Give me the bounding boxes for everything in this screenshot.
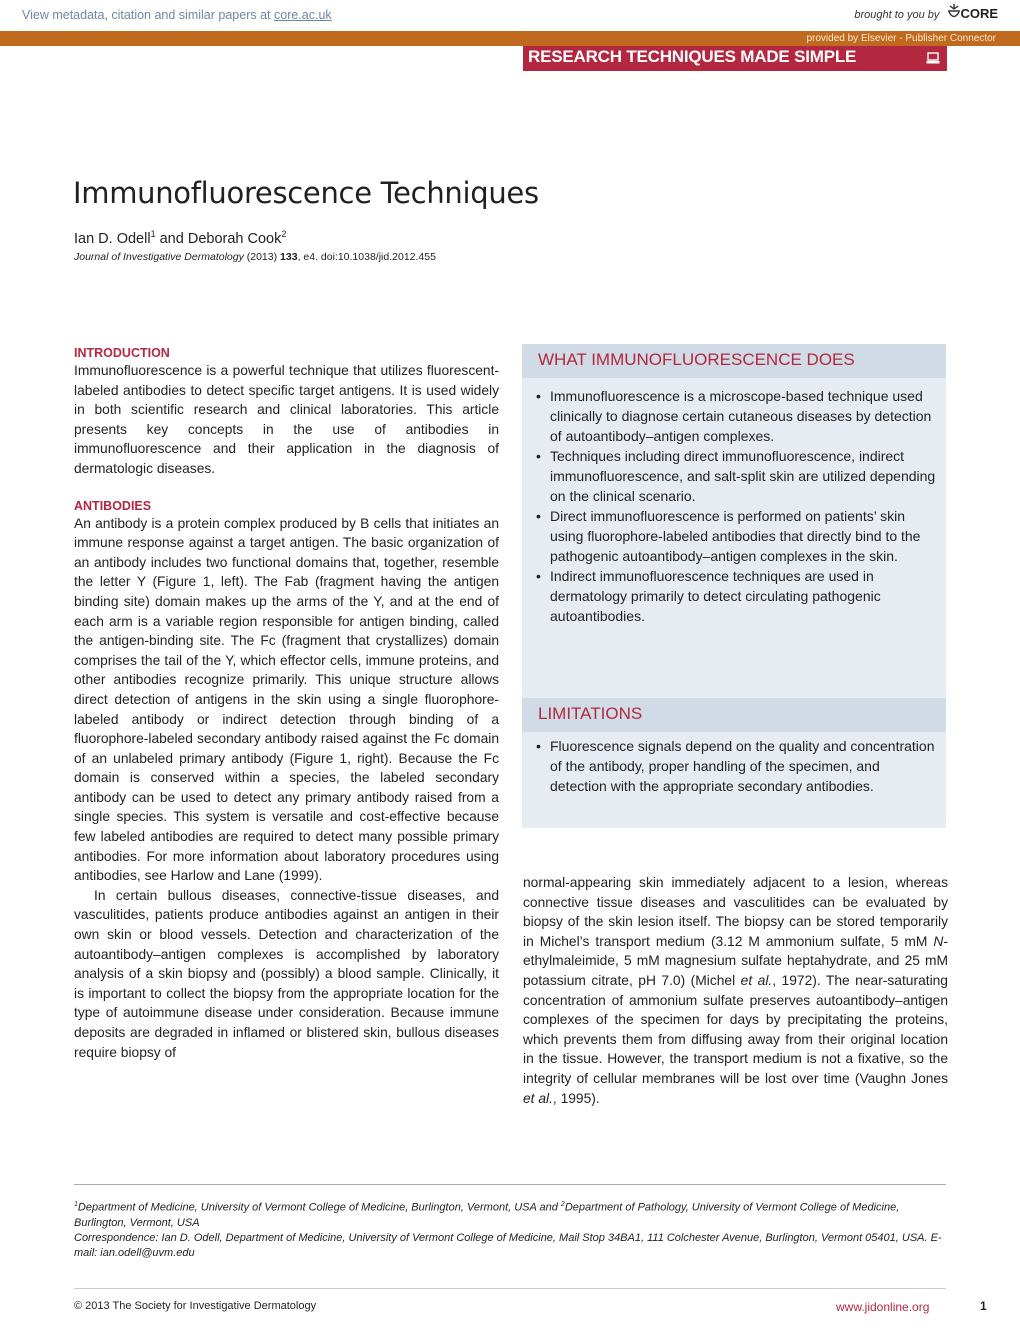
intro-paragraph: Immunofluorescence is a powerful technique that utilizes fluorescent-labeled antibodies to detect specific target antigens. It is used widely in both scientific research and clinical laboratories. This article presents key concepts in the use of antibodies in immunofluorescence and their application in the diagnosis of dermatologic diseases.: [74, 363, 499, 476]
author-1-affil: 1: [150, 229, 156, 239]
core-banner: [0, 0, 1020, 30]
list-item-text: Direct immunofluorescence is performed on patients’ skin using fluorophore-labeled antibodies that directly bind to the pathogenic autoantibody–antigen complexes in the skin.: [550, 508, 921, 564]
provided-label: provided by: [806, 33, 859, 44]
list-item: [536, 446, 940, 506]
core-link[interactable]: core.ac.uk: [274, 8, 332, 22]
text-run-italic: et al.: [523, 1090, 553, 1106]
citation: [74, 251, 436, 263]
bullet: •: [536, 508, 541, 524]
list-item-text: Indirect immunofluorescence techniques are used in dermatology primarily to detect circulating pathogenic autoantibodies.: [550, 568, 881, 624]
list-item: [536, 506, 940, 566]
biopsy-paragraph: [523, 873, 948, 1108]
antibodies-heading: ANTIBODIES: [74, 498, 152, 513]
provided-source[interactable]: Elsevier - Publisher Connector: [860, 33, 996, 44]
journal-name: Journal of Investigative Dermatology: [74, 251, 244, 263]
limitations-list: [536, 736, 940, 796]
affil-sup: 1: [74, 1201, 78, 1208]
text-run-italic: N: [933, 933, 944, 949]
citation-volume: 133: [280, 251, 298, 263]
list-item: [536, 736, 940, 796]
list-item: [536, 566, 940, 626]
text-run: -ethylmaleimide, 5 mM magnesium sulfate heptahydrate, and 25 mM potassium citrate, pH 7.0) (Michel: [523, 933, 948, 988]
antibodies-paragraph: An antibody is a protein complex produced by B cells that initiates an immune response against a target antigen. The basic organization of an antibody includes two functional domains that, together, resemble the letter Y (Figure 1, left). The Fab (fragment having the antigen binding site) domain makes up the arms of the Y, and at the end of each arm is a variable region responsible for antigen binding, called the antigen-binding site. The Fc (fragment that crystallizes) domain comprises the tail of the Y, which effector cells, immune proteins, and other antibodies recognize primarily. This unique structure allows direct detection of antigens in the skin using a single fluorophore-labeled antibody or indirect detection through binding of a fluorophore-labeled secondary antibody raised against the Fc domain of an unlabeled primary antibody (Figure 1, right). Because the Fc domain is conserved within a species, the labeled secondary antibody can be used to detect any primary antibody raised from a single species. This system is versatile and cost-effective because few labeled antibodies are required to detect many possible primary antibodies. For more information about laboratory procedures using antibodies, see Harlow and Lane (1999).: [74, 515, 499, 884]
author-1: Ian D. Odell: [74, 230, 151, 247]
citation-year: (2013): [243, 251, 281, 263]
affil-2: Department of Pathology, University of Vermont College of Medicine, Burlington, Vermont, USA: [74, 1201, 900, 1229]
affiliations: [74, 1197, 946, 1231]
intro-heading: INTRODUCTION: [74, 346, 170, 360]
footnote-rule: [74, 1184, 946, 1185]
bullous-paragraph: In certain bullous diseases, connective-tissue diseases, and vasculitides, patients produce antibodies against an antigen in their own skin or blood vessels. Detection and characterization of the autoantibody–antigen complexes is accomplished by laboratory analysis of a skin biopsy and (possibly) a blood sample. Clinically, it is important to collect the biopsy from the appropriate location for the type of autoimmune disease under consideration. Because immune deposits are degraded in inflamed or blistered skin, bullous diseases require biopsy of: [74, 887, 499, 1060]
text-run: , 1995).: [552, 1090, 600, 1106]
laptop-icon: [926, 51, 940, 65]
bullet: •: [536, 568, 541, 584]
citation-doi: , e4. doi:10.1038/jid.2012.455: [297, 251, 436, 263]
text-run: normal-appearing skin immediately adjacent to a lesion, whereas connective tissue diseases and vasculitides can be evaluated by biopsy of the skin lesion itself. The biopsy can be stored temporarily in Michel’s transport medium (3.12 M ammonium sulfate, 5 mM: [523, 875, 948, 949]
list-item: [536, 386, 940, 446]
summary-sidebar: [522, 344, 946, 828]
author-2-affil: 2: [281, 229, 287, 239]
bullet: •: [536, 738, 541, 754]
list-item-text: Immunofluorescence is a microscope-based technique used clinically to diagnose certain cutaneous diseases by detection of autoantibody–antigen complexes.: [550, 388, 932, 444]
left-column: [74, 345, 499, 1062]
bullet: •: [536, 388, 541, 404]
footer-rule: [74, 1288, 946, 1289]
text-run: , 1972). The near-saturating concentration of ammonium sulfate preserves autoantibody–antigen complexes of the specimen for days by precipitating the proteins, which prevents them from diffusing away from their original location in the tissue. However, the transport medium is not a fixative, so the integrity of cellular membranes will be lost over time (Vaughn Jones: [523, 972, 948, 1086]
provided-by: [806, 33, 996, 44]
section-label: RESEARCH TECHNIQUES MADE SIMPLE: [528, 47, 857, 66]
metadata-notice: [22, 8, 332, 22]
journal-website-link[interactable]: www.jidonline.org: [836, 1300, 930, 1314]
page-number: 1: [980, 1299, 987, 1313]
correspondence: Correspondence: Ian D. Odell, Department of Medicine, University of Vermont College of Medicine, Mail Stop 34BA1, 111 Colchester Avenue, Burlington, Vermont 05401, USA. E-mail: ian.odell@uvm.edu: [74, 1232, 942, 1259]
affil-sup: 2: [560, 1201, 565, 1208]
metadata-text: View metadata, citation and similar papers at: [22, 8, 271, 22]
text-run-italic: et al.: [740, 972, 773, 988]
affil-1: Department of Medicine, University of Vermont College of Medicine, Burlington, Vermont, USA and: [77, 1201, 561, 1214]
list-item-text: Techniques including direct immunofluorescence, indirect immunofluorescence, and salt-split skin are utilized depending on the clinical scenario.: [550, 448, 936, 504]
list-item-text: Fluorescence signals depend on the quality and concentration of the antibody, proper handling of the specimen, and detection with the appropriate secondary antibodies.: [550, 738, 935, 794]
limitations-heading: LIMITATIONS: [538, 704, 643, 723]
right-column: [523, 873, 948, 1108]
does-list: [536, 386, 940, 626]
core-brand[interactable]: CORE: [960, 6, 998, 21]
bullet: •: [536, 448, 541, 464]
does-heading: WHAT IMMUNOFLUORESCENCE DOES: [538, 350, 855, 369]
brought-text: brought to you by: [854, 9, 940, 21]
brought-by: [854, 6, 998, 21]
copyright: © 2013 The Society for Investigative Dermatology: [74, 1300, 317, 1312]
authors: [74, 229, 286, 247]
author-2: and Deborah Cook: [155, 230, 282, 247]
article-title: Immunofluorescence Techniques: [73, 176, 539, 210]
